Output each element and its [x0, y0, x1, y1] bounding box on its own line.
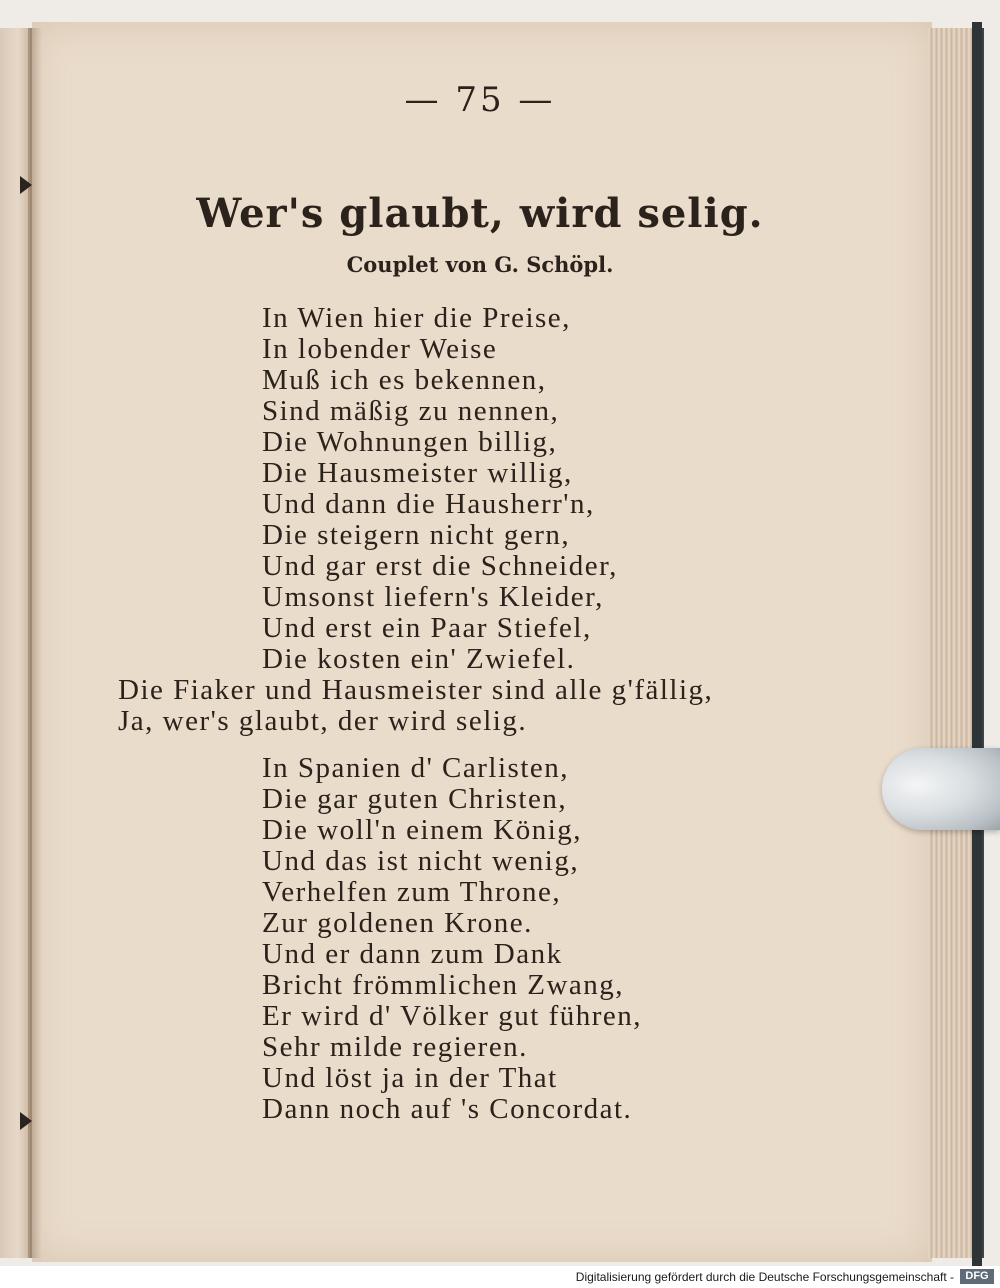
spine-shadow [28, 28, 42, 1258]
verse-line: Die steigern nicht gern, [262, 519, 571, 551]
verse-line: Und dann die Hausherr'n, [262, 488, 595, 520]
verse-line: In Wien hier die Preise, [262, 302, 571, 334]
book-cover-edge [972, 22, 982, 1267]
verse-line: In Spanien d' Carlisten, [262, 752, 570, 784]
verse-line: Die Hausmeister willig, [262, 457, 573, 489]
verse-line: Und löst ja in der That [262, 1062, 558, 1094]
verse-line: Und er dann zum Dank [262, 938, 563, 970]
verse-line: Und das ist nicht wenig, [262, 845, 580, 877]
dfg-logo: DFG [960, 1269, 994, 1284]
page-number: — 75 — [404, 80, 556, 120]
verse-line: Muß ich es bekennen, [262, 364, 547, 396]
verse-line: Zur goldenen Krone. [262, 907, 533, 939]
verse-line: Sind mäßig zu nennen, [262, 395, 560, 427]
page-clip [882, 748, 1000, 830]
verse-line: Sehr milde regieren. [262, 1031, 528, 1063]
verse-line: Die gar guten Christen, [262, 783, 568, 815]
verse-line: Und gar erst die Schneider, [262, 550, 618, 582]
refrain-line: Die Fiaker und Hausmeister sind alle g'fällig, [118, 674, 714, 706]
verse-line: Die kosten ein' Zwiefel. [262, 643, 576, 675]
verse-line: Bricht frömmlichen Zwang, [262, 969, 625, 1001]
verse-line: Die Wohnungen billig, [262, 426, 558, 458]
verse-line: Dann noch auf 's Concordat. [262, 1093, 633, 1125]
funding-notice: Digitalisierung gefördert durch die Deutsche Forschungsgemeinschaft - [575, 1270, 954, 1284]
poem-title: Wer's glaubt, wird selig. [196, 190, 764, 237]
verse-line: Umsonst liefern's Kleider, [262, 581, 604, 613]
verse-line: In lobender Weise [262, 333, 498, 365]
poem-subtitle: Couplet von G. Schöpl. [346, 252, 614, 277]
binding-mark-bottom [20, 1112, 32, 1130]
refrain-line: Ja, wer's glaubt, der wird selig. [118, 705, 528, 737]
verse-line: Er wird d' Völker gut führen, [262, 1000, 643, 1032]
binding-mark-top [20, 176, 32, 194]
verse-line: Verhelfen zum Throne, [262, 876, 562, 908]
verse-line: Und erst ein Paar Stiefel, [262, 612, 592, 644]
verse-line: Die woll'n einem König, [262, 814, 583, 846]
